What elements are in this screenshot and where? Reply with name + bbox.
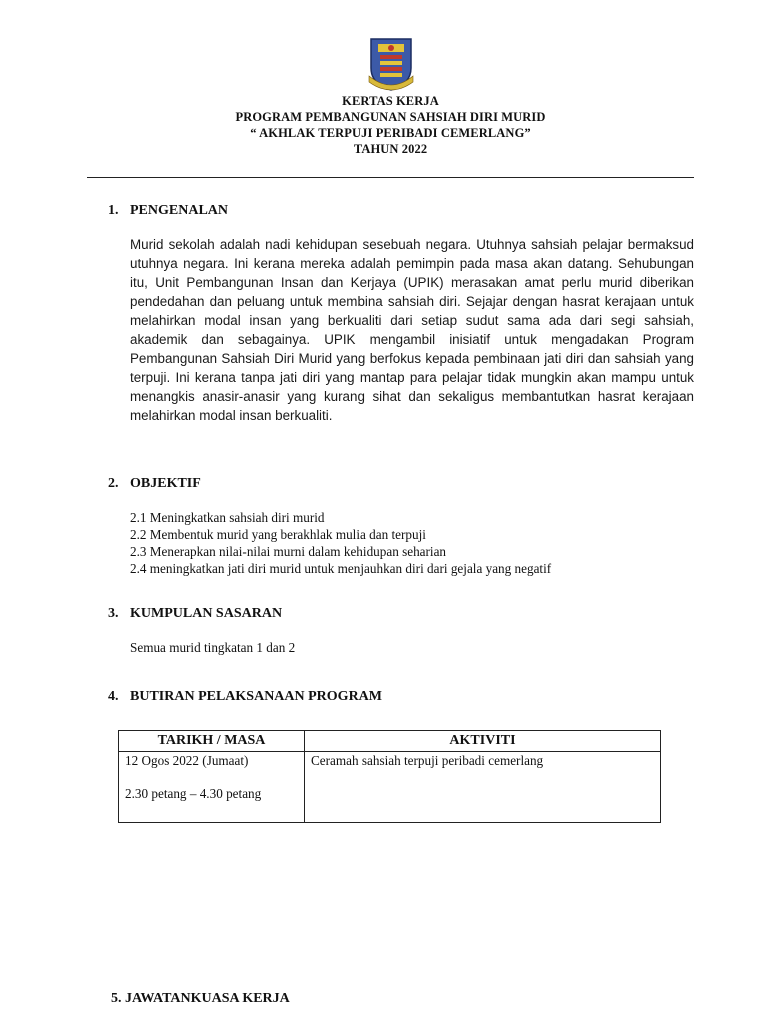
program-time: 2.30 petang – 4.30 petang [125, 786, 262, 801]
document-header [0, 93, 768, 157]
column-header-date-time: TARIKH / MASA [119, 731, 305, 752]
section-2-title: OBJEKTIF [130, 476, 201, 491]
date-time-cell [119, 752, 305, 823]
section-4-title: BUTIRAN PELAKSANAAN PROGRAM [130, 689, 383, 704]
school-crest-logo [368, 36, 414, 92]
program-activity: Ceramah sahsiah terpuji peribadi cemerlang [311, 753, 544, 768]
section-5-heading: 5. JAWATANKUASA KERJA [111, 991, 290, 1006]
crest-icon [368, 36, 414, 92]
table-header-row [119, 731, 661, 752]
header-theme: “ AKHLAK TERPUJI PERIBADI CEMERLANG” [250, 126, 531, 140]
section-4-number: 4. [108, 689, 119, 704]
target-group-text: Semua murid tingkatan 1 dan 2 [130, 640, 296, 655]
section-3-title: KUMPULAN SASARAN [130, 606, 283, 621]
section-1-number: 1. [108, 203, 119, 218]
table-row [119, 752, 661, 823]
objective-list [130, 509, 551, 577]
section-1-body: Murid sekolah adalah nadi kehidupan sesebuah negara. Utuhnya sahsiah pelajar bermaksud utuhnya negara. Ini kerana mereka adalah pemimpin pada masa akan datang. Sehubungan itu, Unit Pembangunan Insan dan Kerjaya (UPIK) merasakan amat perlu murid diberikan pendedahan dan peluang untuk membina sahsiah diri. Sejajar dengan hasrat kerajaan untuk melahirkan modal insan yang berkualiti dari setiap sudut sama ada dari segi sahsiah, akademik dan sebagainya. UPIK mengambil inisiatif untuk mengadakan Program Pembangunan Sahsiah Diri Murid yang berfokus kepada pembinaan jati diri dan sahsiah yang terpuji. Ini kerana tanpa jati diri yang mantap para pelajar tidak mungkin akan mampu untuk menangkis anasir-anasir yang kurang sihat dan sekaligus membantutkan hasrat kerajaan melahirkan modal insan berkualiti. [130, 237, 694, 423]
section-3-number: 3. [108, 606, 119, 621]
header-divider [87, 177, 694, 178]
program-details-table [118, 730, 661, 823]
header-program-name: PROGRAM PEMBANGUNAN SAHSIAH DIRI MURID [235, 110, 546, 124]
section-2-heading [108, 476, 201, 492]
column-header-activity: AKTIVITI [305, 731, 661, 752]
objective-item: 2.3 Menerapkan nilai-nilai murni dalam kehidupan seharian [130, 544, 447, 559]
objective-item: 2.1 Meningkatkan sahsiah diri murid [130, 510, 325, 525]
section-1-title: PENGENALAN [130, 203, 229, 218]
section-4-heading [108, 689, 382, 705]
objective-item: 2.4 meningkatkan jati diri murid untuk menjauhkan diri dari gejala yang negatif [130, 561, 552, 576]
section-1-heading [108, 203, 228, 219]
section-2-number: 2. [108, 476, 119, 491]
header-year: TAHUN 2022 [353, 142, 428, 156]
objective-item: 2.2 Membentuk murid yang berakhlak mulia dan terpuji [130, 527, 426, 542]
activity-cell [305, 752, 661, 823]
header-title: KERTAS KERJA [342, 94, 439, 108]
program-date: 12 Ogos 2022 (Jumaat) [125, 753, 249, 768]
section-3-heading [108, 606, 282, 622]
